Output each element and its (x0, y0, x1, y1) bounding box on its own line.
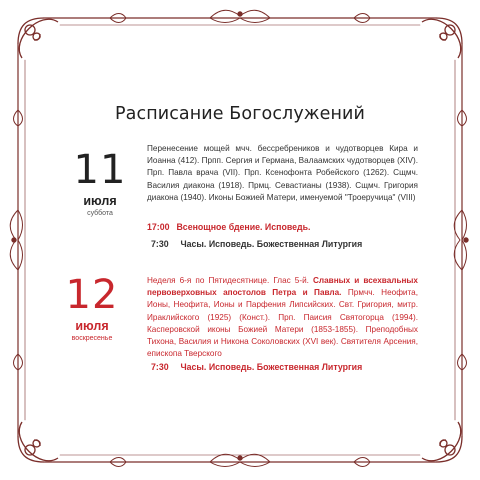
corner-ornament-bottom-right (422, 422, 462, 462)
date-block-day2 (48, 272, 136, 343)
month-label: июля (75, 319, 109, 333)
weekday-label: воскресенье (71, 335, 113, 342)
corner-ornament-top-left (18, 18, 58, 58)
service-time: 17:00 (147, 222, 170, 232)
day1-description: Перенесение мощей мчч. бессребреников и чудотворцев Кира и Иоанна (412). Прпп. Сергия и Германа, Валаамских чудотворцев (XIV). Прп. Павла врача (VII). Прп. Ксенофонта Робейского (1262). Сщмч. Василия диакона (1918). Прмц. Севастианы (1938). Сщмч. Григория диакона (1940). Иконы Божией Матери, именуемой "Троеручица" (VIII) (147, 144, 418, 202)
ornament-top-center (210, 10, 270, 22)
corner-ornament-bottom-left (18, 422, 58, 462)
day1-service-1 (147, 222, 310, 233)
month-label: июля (83, 194, 117, 208)
corner-ornament-top-right (422, 18, 462, 58)
service-name: Часы. Исповедь. Божественная Литургия (180, 239, 363, 249)
service-name: Всенощное бдение. Исповедь. (176, 222, 311, 232)
day2-service-1 (151, 362, 362, 373)
description-feast: Славных и всехвальных первоверховных апостолов Петра и Павла. (147, 276, 418, 298)
service-time: 7:30 (151, 362, 169, 372)
weekday-label: суббота (87, 210, 113, 217)
description-rest: Прмчч. Неофита, Ионы, Неофита, Ионы и Парфения Липсийских. Свт. Григория, митр. Ираклийского (1925) (Конст.). Прп. Паисия Святогорца (1994). Касперовской иконы Божией Матери (1853-1855). Преподобных Тихона, Василия и Никона Соколовских (XVI век). Святителя Арсения, епископа Тверского (147, 288, 418, 359)
service-time: 7:30 (151, 239, 169, 249)
description-lead: Неделя 6-я по Пятидесятнице. Глас 5-й. (147, 276, 309, 285)
day1-service-2 (151, 239, 362, 250)
ornament-right-center (454, 210, 468, 270)
day-number: 11 (73, 147, 127, 193)
date-block-day1 (56, 147, 144, 218)
ornament-left-center (10, 210, 22, 270)
day-number: 12 (65, 272, 119, 318)
service-name: Часы. Исповедь. Божественная Литургия (180, 362, 363, 372)
day2-description (147, 275, 418, 360)
ornament-bottom-center (210, 454, 270, 466)
page-title: Расписание Богослужений (115, 104, 365, 124)
